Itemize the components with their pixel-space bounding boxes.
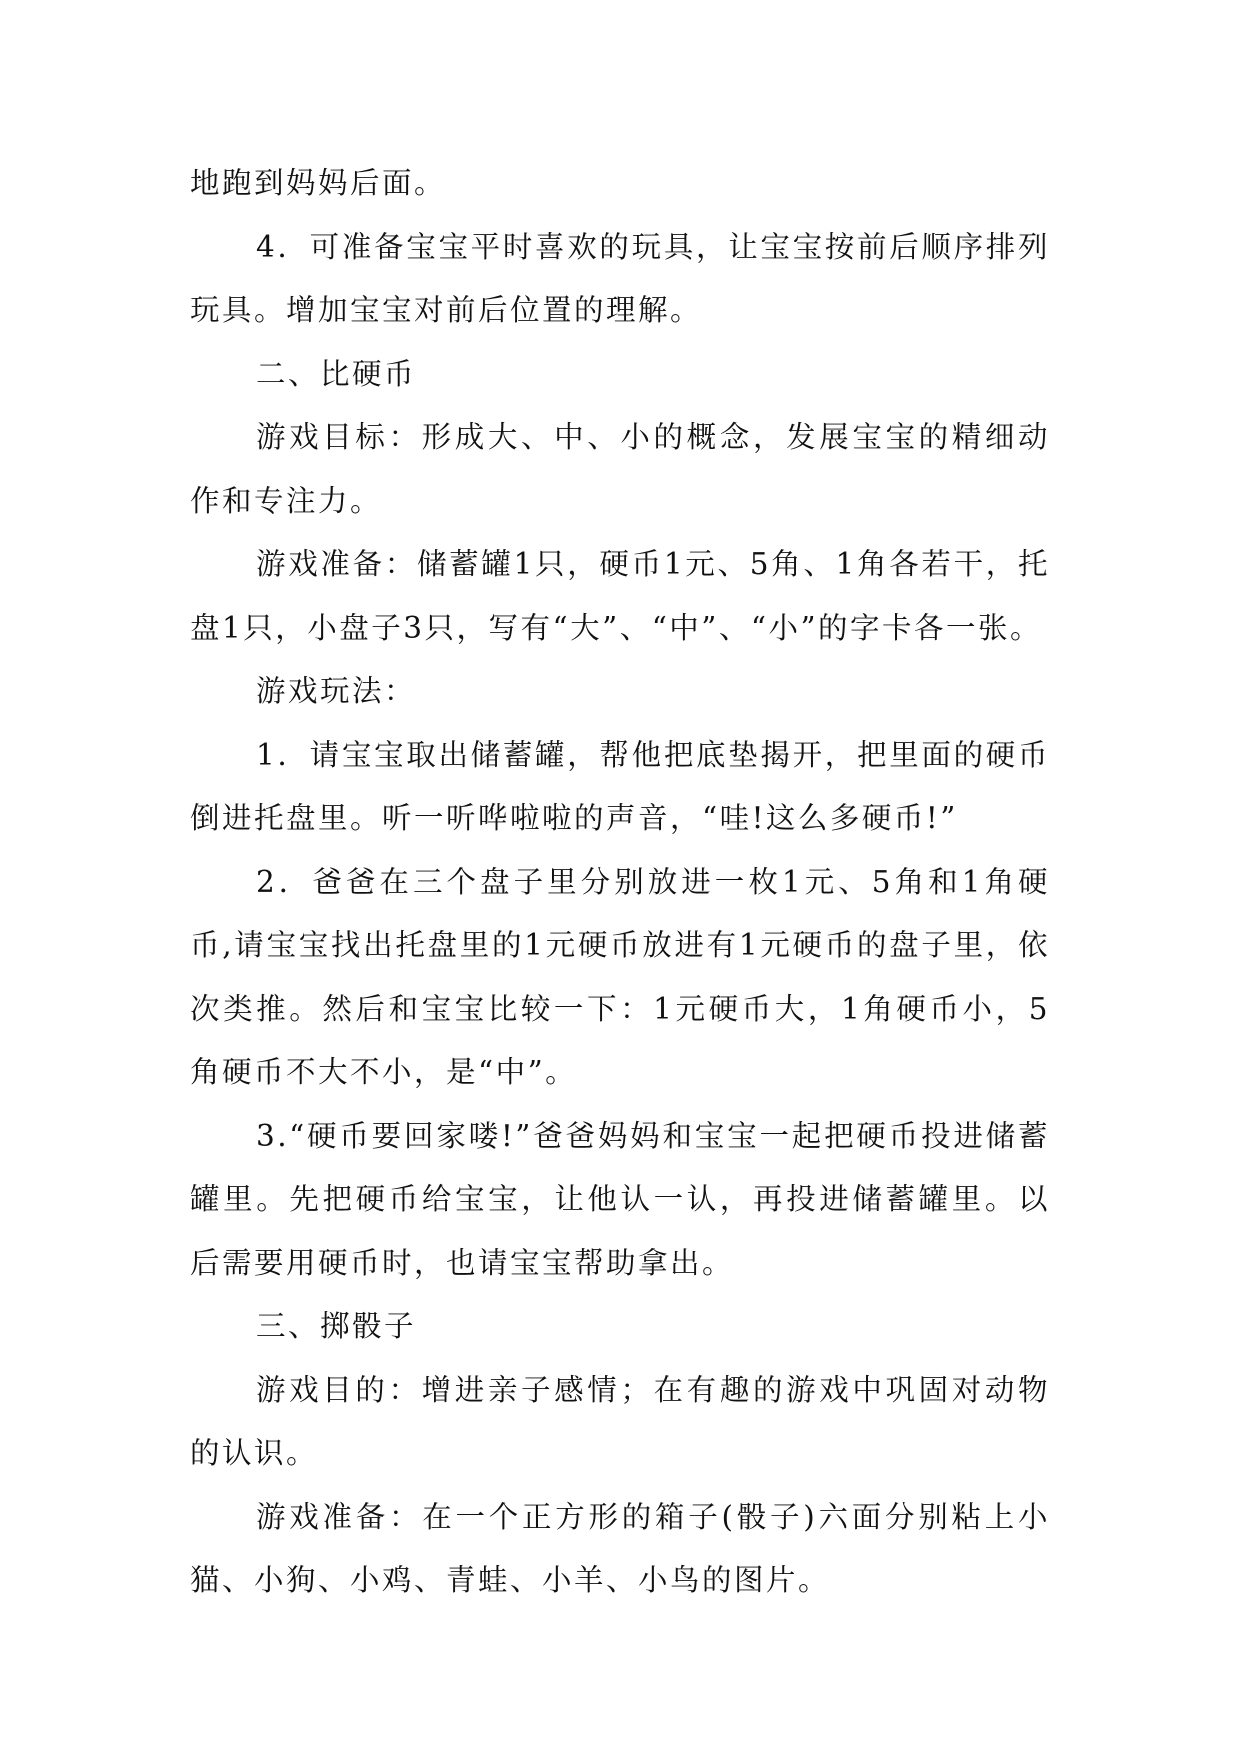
paragraph-item-4: 4．可准备宝宝平时喜欢的玩具，让宝宝按前后顺序排列玩具。增加宝宝对前后位置的理解。 <box>190 229 1050 327</box>
paragraph-dice-goal: 游戏目的：增进亲子感情；在有趣的游戏中巩固对动物的认识。 <box>190 1372 1050 1470</box>
paragraph-step-3: 3.“硬币要回家喽!”爸爸妈妈和宝宝一起把硬币投进储蓄罐里。先把硬币给宝宝，让他认一认，再投进储蓄罐里。以后需要用硬币时，也请宝宝帮助拿出。 <box>190 1118 1050 1280</box>
paragraph-continuation: 地跑到妈妈后面。 <box>190 166 447 200</box>
document-page <box>190 152 1050 1613</box>
paragraph-step-2: 2．爸爸在三个盘子里分别放进一枚1元、5角和1角硬币,请宝宝找出托盘里的1元硬币放进有1元硬币的盘子里，依次类推。然后和宝宝比较一下：1元硬币大，1角硬币小，5角硬币不大不小，是“中”。 <box>190 864 1050 1089</box>
paragraph-step-1: 1．请宝宝取出储蓄罐，帮他把底垫揭开，把里面的硬币倒进托盘里。听一听哗啦啦的声音，“哇!这么多硬币!” <box>190 737 1050 835</box>
paragraph-game-goal: 游戏目标：形成大、中、小的概念，发展宝宝的精细动作和专注力。 <box>190 420 1050 518</box>
paragraph-game-preparation: 游戏准备：储蓄罐1只，硬币1元、5角、1角各若干，托盘1只，小盘子3只，写有“大”、“中”、“小”的字卡各一张。 <box>190 547 1050 645</box>
paragraph-dice-preparation: 游戏准备：在一个正方形的箱子(骰子)六面分别粘上小猫、小狗、小鸡、青蛙、小羊、小鸟的图片。 <box>190 1499 1050 1597</box>
paragraph-game-method-heading: 游戏玩法： <box>256 674 417 708</box>
section-heading-dice: 三、掷骰子 <box>256 1309 417 1343</box>
section-heading-coins: 二、比硬币 <box>256 356 417 391</box>
